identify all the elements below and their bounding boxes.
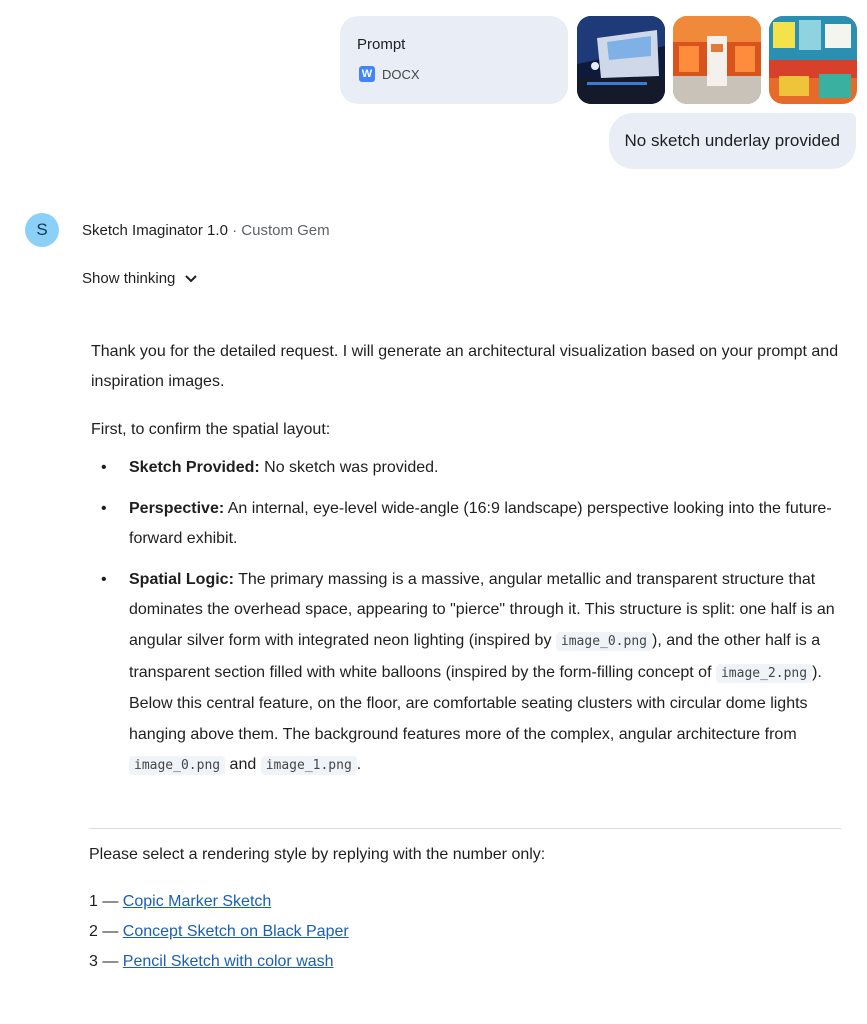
list-item (91, 494, 841, 555)
attachment-image-thumbnail[interactable] (673, 16, 761, 104)
bullet-text: ). Below this central feature, on the floor, are comfortable seating clusters with circular dome lights hanging above them. The background features more of the complex, angular architecture from (129, 663, 822, 743)
gem-separator: · (232, 222, 238, 239)
bullet-text: No sketch was provided. (259, 459, 439, 476)
bullet-label: Spatial Logic: (129, 570, 234, 588)
option-dash: — (97, 953, 123, 970)
rendering-style-options (89, 887, 349, 977)
bullet-label: Sketch Provided: (129, 459, 260, 476)
list-item (89, 887, 349, 917)
list-item (91, 565, 841, 782)
inline-code: image_0.png (556, 632, 652, 651)
chevron-down-icon (185, 275, 197, 283)
bullet-text: ), and the other half is a transparent section filled with white balloons (inspired by the form-filling concept of (129, 631, 821, 681)
bullet-text: An internal, eye-level wide-angle (16:9 landscape) perspective looking into the future-forward exhibit. (129, 499, 832, 548)
bullet-dot: • (101, 499, 107, 517)
gem-name: Sketch Imaginator 1.0 (82, 222, 228, 239)
bullet-text: The primary massing is a massive, angular metallic and transparent structure that dominates the overhead space, appearing to "pierce" through it. This structure is split: one half is an angular silver form with integrated neon lighting (inspired by (129, 570, 835, 649)
bullet-text: . (356, 756, 362, 774)
gem-header (82, 222, 330, 239)
response-intro: Thank you for the detailed request. I will generate an architectural visualization based on your prompt and inspiration images. (91, 343, 839, 390)
option-dash: — (97, 893, 123, 910)
show-thinking-toggle[interactable] (82, 270, 197, 287)
bullet-dot: • (101, 459, 107, 476)
show-thinking-label: Show thinking (82, 270, 176, 287)
gem-avatar: S (25, 213, 59, 247)
bullet-label: Perspective: (129, 499, 225, 517)
gem-subtitle: Custom Gem (241, 222, 330, 239)
list-item (91, 453, 841, 484)
bullet-dot: • (101, 570, 107, 588)
option-dash: — (97, 923, 123, 940)
file-type-label: DOCX (382, 66, 420, 82)
option-link-copic-marker[interactable]: Copic Marker Sketch (122, 893, 272, 910)
option-number: 1 (89, 893, 98, 910)
prompt-docx-attachment[interactable] (340, 16, 568, 104)
response-confirm: First, to confirm the spatial layout: (91, 421, 331, 438)
divider (89, 828, 841, 829)
attachment-file-type (359, 66, 420, 82)
option-link-black-paper[interactable]: Concept Sketch on Black Paper (122, 923, 349, 940)
bullet-text: and (225, 756, 261, 774)
inline-code: image_1.png (261, 756, 357, 775)
user-message-bubble: No sketch underlay provided (609, 113, 856, 169)
option-number: 2 (89, 923, 98, 940)
exhibit-orange-thumbnail (673, 16, 761, 104)
attachment-image-thumbnail[interactable] (577, 16, 665, 104)
select-style-prompt: Please select a rendering style by replying with the number only: (89, 846, 546, 863)
inline-code: image_2.png (716, 664, 812, 683)
exhibit-blue-thumbnail (577, 16, 665, 104)
attachment-image-thumbnail[interactable] (769, 16, 857, 104)
option-link-pencil-sketch[interactable]: Pencil Sketch with color wash (122, 953, 334, 970)
list-item (89, 917, 349, 947)
spatial-layout-list (91, 453, 841, 792)
option-number: 3 (89, 953, 98, 970)
exhibit-neon-thumbnail (769, 16, 857, 104)
word-doc-icon: W (359, 66, 375, 82)
inline-code: image_0.png (129, 756, 225, 775)
list-item (89, 947, 349, 977)
attachment-file-name: Prompt (357, 36, 406, 53)
